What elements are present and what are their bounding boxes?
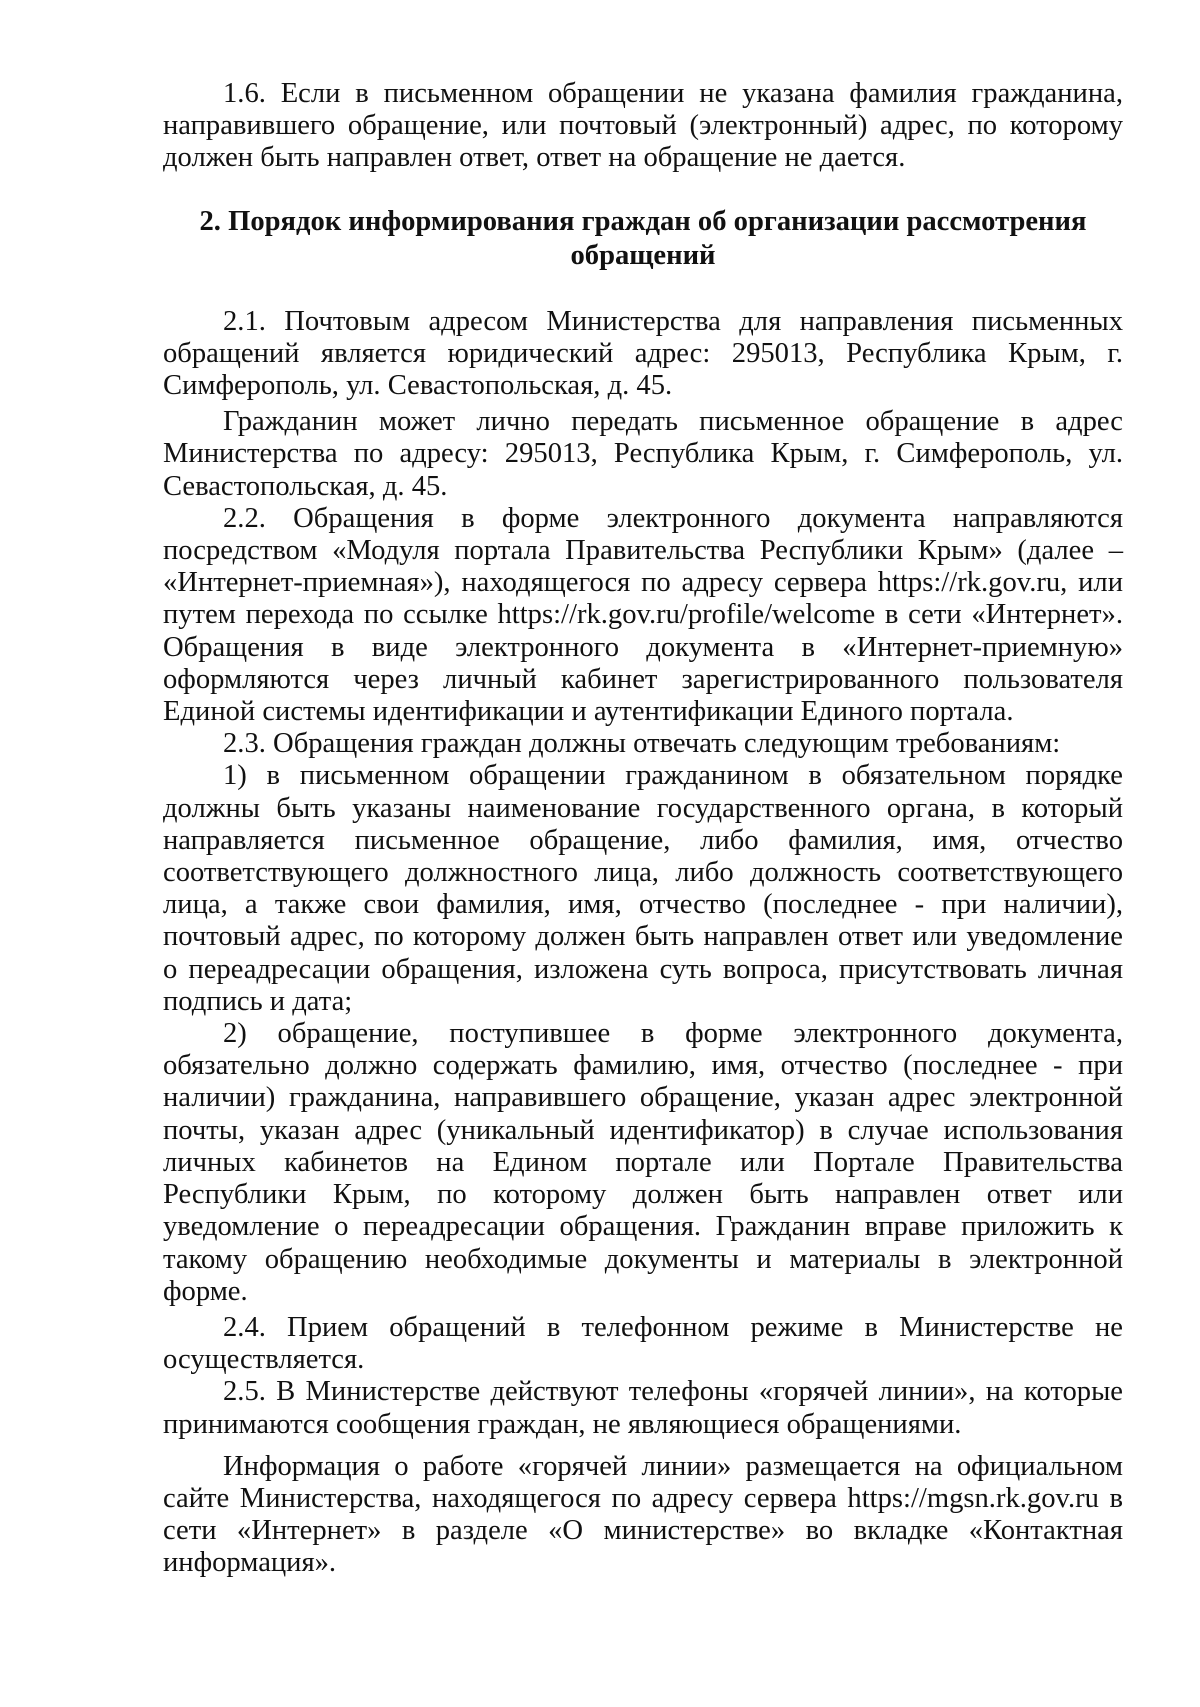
paragraph-2-5-hotline-info: Информация о работе «горячей линии» размещается на официальном сайте Министерства, находящегося по адресу сервера https://mgsn.rk.gov.ru в сети «Интернет» в разделе «О министерстве» во вкладке «Контактная информация». xyxy=(163,1450,1123,1579)
paragraph-1-6: 1.6. Если в письменном обращении не указана фамилия гражданина, направившего обращение, или почтовый (электронный) адрес, по которому должен быть направлен ответ, ответ на обращение не дается. xyxy=(163,78,1123,174)
section-2-heading: 2. Порядок информирования граждан об организации рассмотрения обращений xyxy=(199,205,1087,271)
paragraph-2-1: 2.1. Почтовым адресом Министерства для направления письменных обращений является юридический адрес: 295013, Республика Крым, г. Симферополь, ул. Севастопольская, д. 45. xyxy=(163,305,1123,402)
paragraph-2-4: 2.4. Прием обращений в телефонном режиме в Министерстве не осуществляется. xyxy=(163,1311,1123,1376)
paragraph-2-3-item-2: 2) обращение, поступившее в форме электронного документа, обязательно должно содержать фамилию, имя, отчество (последнее - при наличии) гражданина, направившего обращение, указан адрес электронной почты, указан адрес (уникальный идентификатор) в случае использования личных кабинетов на Едином портале или Портале Правительства Республики Крым, по которому должен быть направлен ответ или уведомление о переадресации обращения. Гражданин вправе приложить к такому обращению необходимые документы и материалы в электронной форме. xyxy=(163,1018,1123,1307)
paragraph-2-2: 2.2. Обращения в форме электронного документа направляются посредством «Модуля портала Правительства Республики Крым» (далее – «Интернет-приемная»), находящегося по адресу сервера https://rk.gov.ru, или путем перехода по ссылке https://rk.gov.ru/profile/welcome в сети «Интернет». Обращения в виде электронного документа в «Интернет-приемную» оформляются через личный кабинет зарегистрированного пользователя Единой системы идентификации и аутентификации Единого портала. xyxy=(163,502,1123,728)
paragraph-2-5: 2.5. В Министерстве действуют телефоны «горячей линии», на которые принимаются сообщения граждан, не являющиеся обращениями. xyxy=(163,1376,1123,1440)
paragraph-2-3: 2.3. Обращения граждан должны отвечать следующим требованиям: xyxy=(223,728,1061,760)
paragraph-2-1-personal-delivery: Гражданин может лично передать письменное обращение в адрес Министерства по адресу: 295013, Республика Крым, г. Симферополь, ул. Севастопольская, д. 45. xyxy=(163,406,1123,502)
paragraph-2-3-item-1: 1) в письменном обращении гражданином в обязательном порядке должны быть указаны наименование государственного органа, в который направляется письменное обращение, либо фамилия, имя, отчество соответствующего должностного лица, либо должность соответствующего лица, а также свои фамилия, имя, отчество (последнее - при наличии), почтовый адрес, по которому должен быть направлен ответ или уведомление о переадресации обращения, изложена суть вопроса, присутствовать личная подпись и дата; xyxy=(163,760,1123,1017)
document-page xyxy=(163,78,1123,1580)
